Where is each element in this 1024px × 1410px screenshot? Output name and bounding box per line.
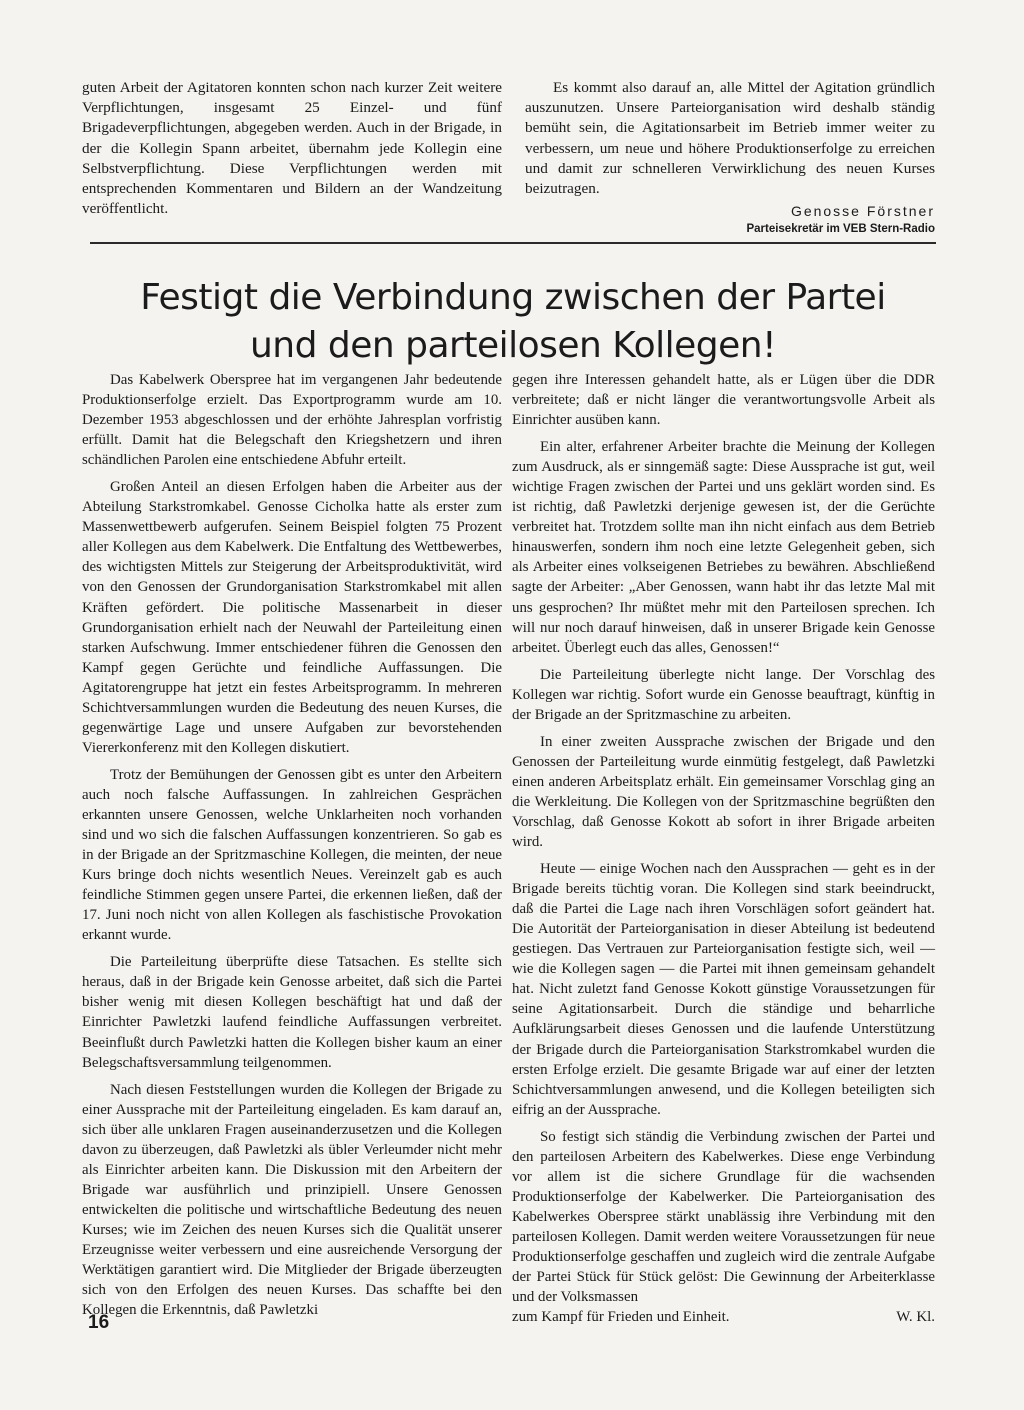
- top-right-column: [525, 78, 935, 237]
- section-divider: [90, 242, 936, 244]
- article-left-column: [82, 370, 502, 1320]
- paragraph: In einer zweiten Aussprache zwischen der Brigade und den Genossen der Parteileitung wurde einmütig festgelegt, daß Pawletzki einen anderen Arbeitsplatz erhält. Ein gemeinsamer Vorschlag ging an die Werkleitung. Die Kollegen von der Spritzmaschine begrüßten den Vorschlag, daß Genosse Kokott ab sofort in ihrer Brigade arbeiten wird.: [512, 733, 935, 851]
- page-number: 16: [88, 1312, 110, 1333]
- top-left-column: [82, 78, 502, 219]
- paragraph: So festigt sich ständig die Verbindung zwischen der Partei und den parteilosen Arbeitern des Kabelwerkes. Diese enge Verbindung vor allem ist die sichere Grundlage für die wachsenden Produktionserfolge der Kabelwerker. Die Parteiorganisation des Kabelwerkes Oberspree stärkt unablässig ihre Verbindung mit den parteilosen Kollegen. Damit werden weitere Voraussetzungen für neue Produktionserfolge geschaffen und zugleich wird die zentrale Aufgabe der Partei Stück für Stück gelöst: Die Gewinnung der Arbeiterklasse und der Volksmassen: [512, 1128, 935, 1306]
- article-headline: [90, 274, 936, 370]
- article-right-column: [512, 370, 935, 1327]
- paragraph: Es kommt also darauf an, alle Mittel der Agitation gründlich auszunutzen. Unsere Parteiorganisation wird deshalb ständig bemüht sein, die Agitationsarbeit im Betrieb immer weiter zu verbessern, um neue und höhere Produktionserfolge zu erreichen und damit zur schnelleren Verwirklichung des neuen Kurses beizutragen.: [525, 79, 935, 198]
- paragraph: gegen ihre Interessen gehandelt hatte, als er Lügen über die DDR verbreitete; daß er nicht länger die verantwortungsvolle Arbeit als Einrichter ausüben kann.: [512, 372, 935, 429]
- closing-text: zum Kampf für Frieden und Einheit.: [512, 1309, 730, 1326]
- signature-title: Parteisekretär im VEB Stern-Radio: [746, 223, 935, 236]
- signature-name: Genosse Förstner: [790, 203, 935, 220]
- paragraph: Das Kabelwerk Oberspree hat im vergangenen Jahr bedeutende Produktionserfolge erzielt. Das Exportprogramm wurde am 10. Dezember 1953 abgeschlossen und der erhöhte Jahresplan vorfristig erfüllt. Damit hat die Belegschaft den Kriegshetzern und ihren schändlichen Parolen eine entschiedene Abfuhr erteilt.: [82, 372, 502, 469]
- headline-line-1: Festigt die Verbindung zwischen der Partei: [140, 277, 886, 318]
- signature: [525, 201, 935, 237]
- paragraph: Großen Anteil an diesen Erfolgen haben die Arbeiter aus der Abteilung Starkstromkabel. Genosse Cicholka hatte als erster zum Massenwettbewerb aufgerufen. Seinem Beispiel folgten 75 Prozent aller Kollegen aus dem Kabelwerk. Die Entfaltung des Wettbewerbes, des wichtigsten Mittels zur Steigerung der Arbeitsproduktivität, wird von den Genossen der Grundorganisation Starkstromkabel mit allen Kräften gefördert. Die politische Massenarbeit in dieser Grundorganisation erhielt nach der Neuwahl der Parteileitung einen starken Aufschwung. Immer entschiedener führen die Genossen den Kampf gegen Gerüchte und feindliche Auffassungen. Die Agitatorengruppe hat jetzt ein festes Arbeitsprogramm. In mehreren Schichtversammlungen wurden die Bedeutung des neuen Kurses, die gegenwärtige Lage und unsere Aufgaben zur bevorstehenden Viererkonferenz mit den Kollegen diskutiert.: [82, 479, 502, 756]
- paragraph: Heute — einige Wochen nach den Aussprachen — geht es in der Brigade bereits tüchtig voran. Die Kollegen sind stark beeindruckt, daß die Partei die Lage nach ihren Vorschlägen sofort geändert hat. Die Autorität der Parteiorganisation in dieser Abteilung ist bedeutend gestiegen. Das Vertrauen zur Parteiorganisation festigte sich, weil — wie die Kollegen sagen — die Partei mit ihnen gemeinsam gehandelt hat. Nicht zuletzt fand Genosse Kokott günstige Voraussetzungen für seine Agitationsarbeit. Durch die ständige und beharrliche Aufklärungsarbeit dieses Genossen und die laufende Unterstützung der Brigade durch die Parteiorganisation Starkstromkabel wurden die ersten Erfolge erzielt. Die gesamte Brigade war auf einer der letzten Schichtversammlungen anwesend, und die Kollegen beteiligten sich eifrig an der Aussprache.: [512, 861, 935, 1118]
- paragraph: Nach diesen Feststellungen wurden die Kollegen der Brigade zu einer Aussprache mit der Parteileitung eingeladen. Es kam darauf an, sich über alle unklaren Fragen auseinanderzusetzen und die Kollegen davon zu überzeugen, daß Pawletzki als übler Verleumder nicht mehr als Einrichter arbeiten kann. Die Diskussion mit den Arbeitern der Brigade war ausführlich und prinzipiell. Unsere Genossen entwickelten die politische und wirtschaftliche Bedeutung des neuen Kurses; wie im Zeichen des neuen Kurses sich die Qualität unserer Erzeugnisse weiter verbessern und eine ausreichende Versorgung der Werktätigen garantiert wird. Die Mitglieder der Brigade überzeugten sich von den Erfolgen des neuen Kurses. Das schaffte bei den Kollegen die Erkenntnis, daß Pawletzki: [82, 1081, 502, 1319]
- paragraph: Ein alter, erfahrener Arbeiter brachte die Meinung der Kollegen zum Ausdruck, als er sinngemäß sagte: Diese Aussprache ist gut, weil wichtige Fragen zwischen der Partei und uns geklärt worden sind. Es ist richtig, daß Pawletzki derjenige gewesen ist, der die Gerüchte verbreitet hat. Trotzdem sollte man ihn nicht einfach aus dem Betrieb hinauswerfen, sondern ihm noch eine letzte Gelegenheit geben, sich als Arbeiter eines volkseigenen Betriebes zu bewähren. Abschließend sagte der Arbeiter: „Aber Genossen, wann habt ihr das letzte Mal mit uns gesprochen? Ihr müßtet mehr mit den Parteilosen sprechen. Ich will nur noch darauf hinweisen, daß in unserer Brigade kein Genosse arbeitet. Überlegt euch das alles, Genossen!“: [512, 439, 935, 656]
- article-author: W. Kl.: [896, 1309, 935, 1326]
- paragraph: guten Arbeit der Agitatoren konnten schon nach kurzer Zeit weitere Verpflichtungen, insgesamt 25 Einzel- und fünf Brigadeverpflichtungen, abgegeben werden. Auch in der Brigade, in der die Kollegin Spann arbeitet, übernahm jede Kollegin eine Selbstverpflichtung. Diese Verpflichtungen werden mit entsprechenden Kommentaren und Bildern an der Wandzeitung veröffentlicht.: [82, 79, 502, 218]
- paragraph: Die Parteileitung überprüfte diese Tatsachen. Es stellte sich heraus, daß in der Brigade kein Genosse arbeitet, daß sich die Partei bisher wenig mit diesen Kollegen beschäftigt hat und daß der Einrichter Pawletzki laufend feindliche Auffassungen verbreitet. Beeinflußt durch Pawletzki hatten die Kollegen bisher kaum an einer Belegschaftsversammlung teilgenommen.: [82, 954, 502, 1071]
- paragraph: Die Parteileitung überlegte nicht lange. Der Vorschlag des Kollegen war richtig. Sofort wurde ein Genosse beauftragt, künftig in der Brigade an der Spritzmaschine zu arbeiten.: [512, 666, 935, 723]
- paragraph: Trotz der Bemühungen der Genossen gibt es unter den Arbeitern auch noch falsche Auffassungen. In zahlreichen Gesprächen erkannten unsere Genossen, welche Unklarheiten noch vorhanden sind und wo sich die falschen Auffassungen konzentrieren. So gab es in der Brigade an der Spritzmaschine Kollegen, die meinten, der neue Kurs bringe doch nichts wesentlich Neues. Vereinzelt gab es auch feindliche Stimmen gegen unsere Partei, die erkennen ließen, daß der 17. Juni noch nicht von allen Kollegen als faschistische Provokation erkannt wurde.: [82, 766, 502, 944]
- closing-line: [512, 1307, 935, 1327]
- headline-line-2: und den parteilosen Kollegen!: [249, 325, 777, 366]
